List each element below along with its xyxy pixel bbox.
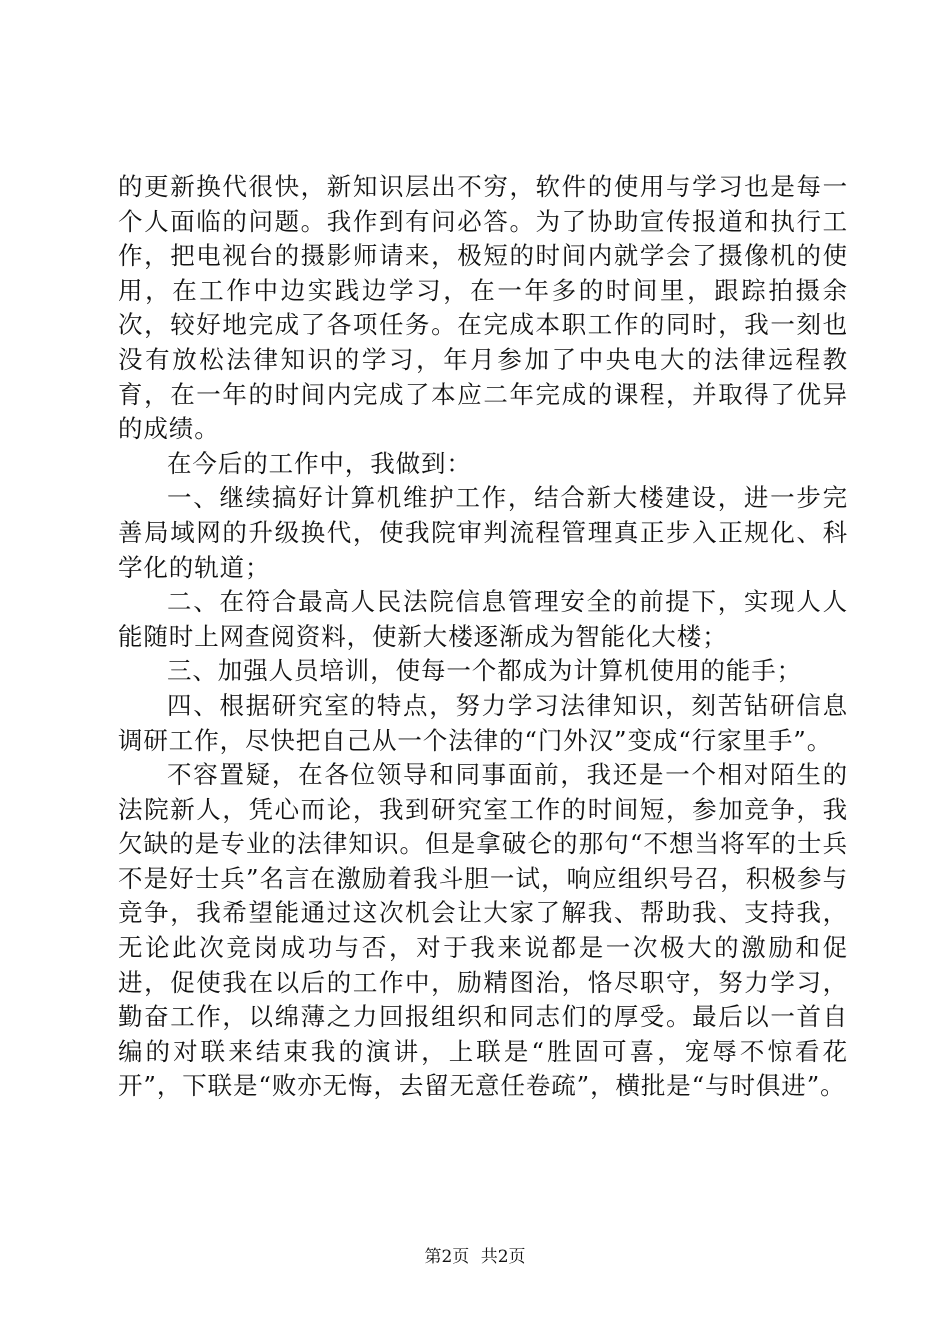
- paragraph-continuation: 的更新换代很快，新知识层出不穷，软件的使用与学习也是每一个人面临的问题。我作到有问必答。为了协助宣传报道和执行工作，把电视台的摄影师请来，极短的时间内就学会了摄像机的使用，在工作中边实践边学习，在一年多的时间里，跟踪拍摄余次，较好地完成了各项任务。在完成本职工作的同时，我一刻也没有放松法律知识的学习，年月参加了中央电大的法律远程教育，在一年的时间内完成了本应二年完成的课程，并取得了优异的成绩。: [118, 172, 848, 444]
- paragraph-item-3: 三、加强人员培训，使每一个都成为计算机使用的能手；: [167, 656, 802, 686]
- page-number: 第2页: [424, 1247, 470, 1267]
- document-body: [118, 170, 848, 1104]
- paragraph-item-1: 一、继续搞好计算机维护工作，结合新大楼建设，进一步完善局域网的升级换代，使我院审判流程管理真正步入正规化、科学化的轨道；: [118, 483, 848, 582]
- paragraph-item-2: 二、在符合最高人民法院信息管理安全的前提下，实现人人能随时上网查阅资料，使新大楼逐渐成为智能化大楼；: [118, 587, 848, 651]
- page-footer: [0, 1242, 950, 1267]
- paragraph-future-work-intro: 在今后的工作中，我做到：: [167, 448, 472, 478]
- page-total: 共2页: [480, 1247, 526, 1267]
- paragraph-conclusion: 不容置疑，在各位领导和同事面前，我还是一个相对陌生的法院新人，凭心而论，我到研究室工作的时间短，参加竞争，我欠缺的是专业的法律知识。但是拿破仑的那句“不想当将军的士兵不是好士兵”名言在激励着我斗胆一试，响应组织号召，积极参与竞争，我希望能通过这次机会让大家了解我、帮助我、支持我，无论此次竞岗成功与否，对于我来说都是一次极大的激励和促进，促使我在以后的工作中，励精图治，恪尽职守，努力学习，勤奋工作，以绵薄之力回报组织和同志们的厚受。最后以一首自编的对联来结束我的演讲，上联是“胜固可喜，宠辱不惊看花开”，下联是“败亦无悔，去留无意任卷疏”，横批是“与时俱进”。: [118, 760, 848, 1101]
- paragraph-item-4: 四、根据研究室的特点，努力学习法律知识，刻苦钻研信息调研工作，尽快把自己从一个法律的“门外汉”变成“行家里手”。: [118, 690, 848, 755]
